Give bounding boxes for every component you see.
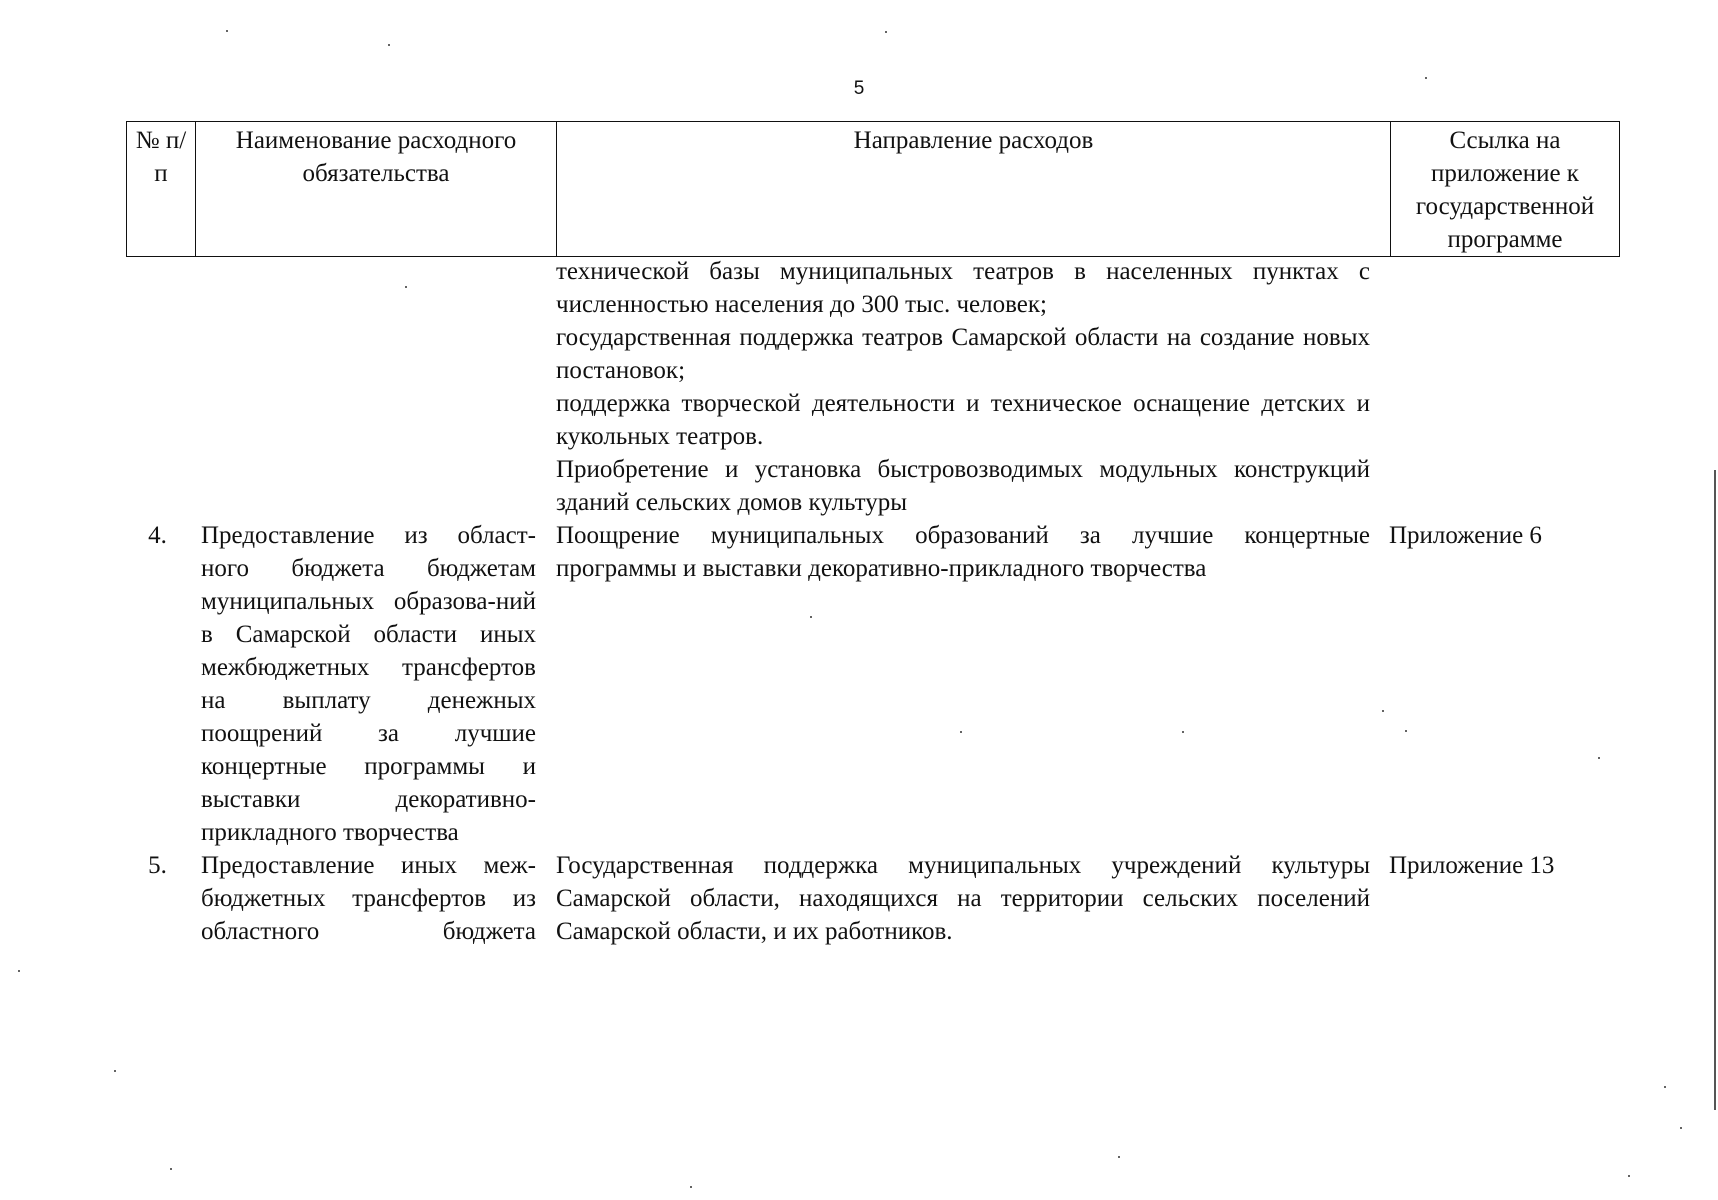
obligation-name: Предоставление из област-ного бюджета бюджетам муниципальных образова-ний в Самарской области иных межбюджетных трансфертов на выплату денежных поощрений за лучшие концертные программы и выставки декоративно-прикладного творчества <box>201 522 536 846</box>
scan-speck <box>114 1070 116 1072</box>
scan-speck <box>226 30 228 32</box>
scan-edge <box>1714 470 1716 1110</box>
continuation-direction-cell <box>544 255 1378 519</box>
row-number: 4. <box>148 522 167 549</box>
appendix-link: Приложение 13 <box>1389 852 1555 879</box>
scan-speck <box>1182 731 1184 733</box>
scan-speck <box>405 286 407 288</box>
expense-direction: Государственная поддержка муниципальных учреждений культуры Самарской области, находящихся на территории сельских поселений Самарской области, и их работников. <box>556 852 1370 945</box>
continuation-paragraph: Приобретение и установка быстровозводимых модульных конструкций зданий сельских домов культуры <box>556 456 1370 516</box>
expense-direction: Поощрение муниципальных образований за лучшие концертные программы и выставки декоративно-прикладного творчества <box>556 522 1370 582</box>
table-body <box>126 255 1619 948</box>
row-number: 5. <box>148 852 167 879</box>
table-row <box>126 519 1619 849</box>
scan-speck <box>690 1186 692 1188</box>
scan-speck <box>1382 710 1384 712</box>
scan-speck <box>1664 1086 1666 1088</box>
scan-speck <box>960 731 962 733</box>
continuation-paragraph: государственная поддержка театров Самарской области на создание новых постановок; <box>556 324 1370 384</box>
header-direction-column: Направление расходов <box>557 122 1391 257</box>
appendix-link: Приложение 6 <box>1389 522 1542 549</box>
scan-speck <box>1598 757 1600 759</box>
header-number-column: № п/п <box>127 122 196 257</box>
scan-speck <box>885 31 887 33</box>
scan-speck <box>18 970 20 972</box>
page-number: 5 <box>853 78 865 99</box>
scan-speck <box>1405 730 1407 732</box>
scan-speck <box>1118 1156 1120 1158</box>
continuation-row <box>126 255 1619 519</box>
scan-speck <box>1628 1175 1630 1177</box>
table-header <box>126 121 1620 257</box>
table-row <box>126 849 1619 948</box>
scan-speck <box>170 1168 172 1170</box>
scan-speck <box>810 616 812 618</box>
scan-speck <box>1680 1127 1682 1129</box>
scan-speck <box>1425 77 1427 79</box>
scan-speck <box>388 44 390 46</box>
continuation-paragraph: поддержка творческой деятельности и техническое оснащение детских и кукольных театров. <box>556 390 1370 450</box>
continuation-paragraph: технической базы муниципальных театров в населенных пунктах с численностью населения до 300 тыс. человек; <box>556 258 1370 318</box>
obligation-name: Предоставление иных меж-бюджетных трансфертов из областного бюджета <box>201 852 536 945</box>
header-name-column: Наименование расходного обязательства <box>196 122 557 257</box>
header-link-column: Ссылка на приложение к государственной программе <box>1391 122 1620 257</box>
